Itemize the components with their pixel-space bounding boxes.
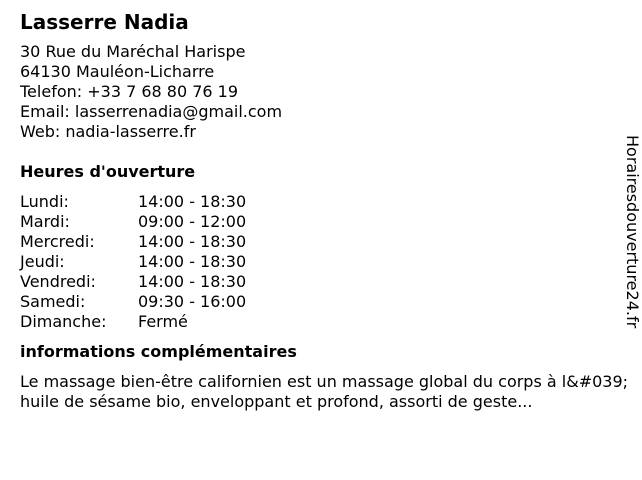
hours-row-saturday [20, 292, 610, 312]
phone-text: Telefon: +33 7 68 80 76 19 [20, 82, 239, 101]
business-name: Lasserre Nadia [20, 10, 189, 34]
time-value: 14:00 - 18:30 [138, 232, 247, 251]
day-label: Mardi: [20, 212, 70, 231]
day-label: Lundi: [20, 192, 69, 211]
time-value: 14:00 - 18:30 [138, 192, 247, 211]
time-value: 09:30 - 16:00 [138, 292, 247, 311]
day-label: Mercredi: [20, 232, 95, 251]
day-label: Dimanche: [20, 312, 107, 331]
day-label: Samedi: [20, 292, 86, 311]
email-text: Email: lasserrenadia@gmail.com [20, 102, 283, 121]
opening-hours-title: Heures d'ouverture [20, 162, 196, 181]
business-card [20, 10, 629, 412]
hours-row-wednesday [20, 232, 610, 252]
hours-row-sunday [20, 312, 610, 332]
time-value: 14:00 - 18:30 [138, 252, 247, 271]
additional-info-title: informations complémentaires [20, 342, 297, 361]
hours-row-thursday [20, 252, 610, 272]
opening-hours-table [20, 192, 610, 332]
hours-row-tuesday [20, 212, 610, 232]
address-line-1: 30 Rue du Maréchal Harispe [20, 42, 246, 61]
hours-row-friday [20, 272, 610, 292]
time-value: Fermé [138, 312, 188, 331]
site-watermark: Horairesdouverture24.fr [623, 135, 642, 329]
website-text: Web: nadia-lasserre.fr [20, 122, 196, 141]
day-label: Jeudi: [20, 252, 65, 271]
address-line-2: 64130 Mauléon-Licharre [20, 62, 215, 81]
additional-info-text: Le massage bien-être californien est un massage global du corps à l&#039;huile de sésame bio, enveloppant et profond, assorti de geste... [20, 372, 629, 411]
hours-row-monday [20, 192, 610, 212]
day-label: Vendredi: [20, 272, 96, 291]
time-value: 09:00 - 12:00 [138, 212, 247, 231]
time-value: 14:00 - 18:30 [138, 272, 247, 291]
